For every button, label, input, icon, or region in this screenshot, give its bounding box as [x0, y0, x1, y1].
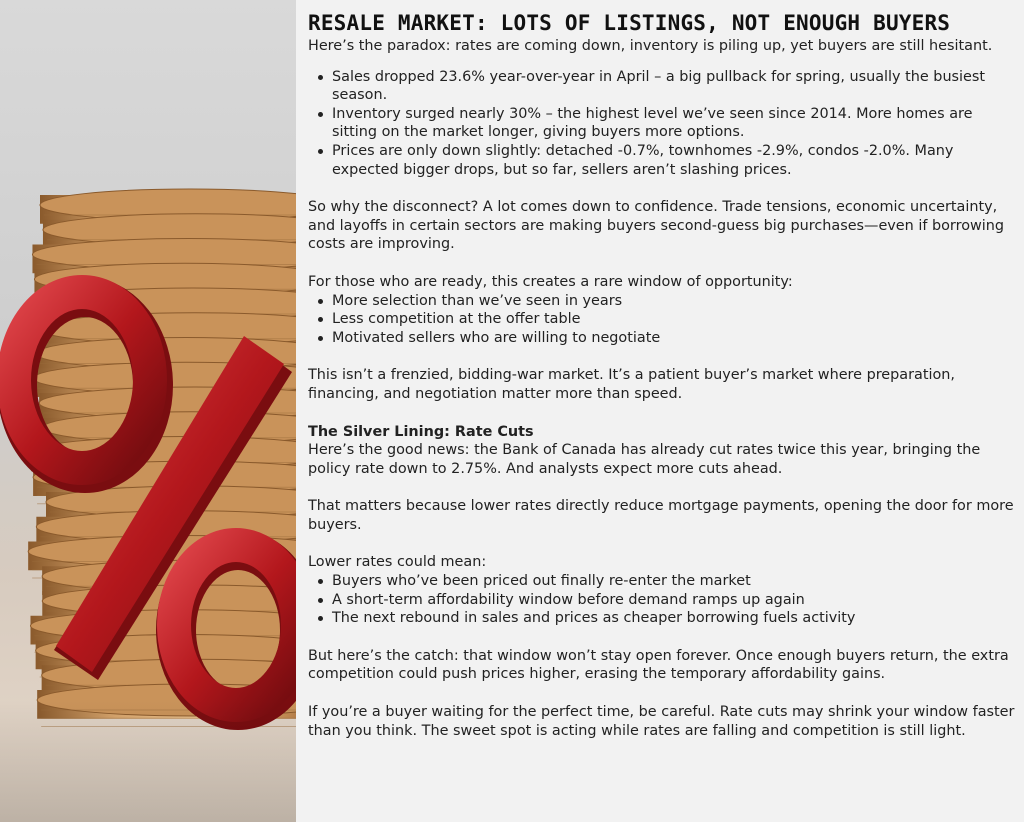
lower-rates-lead: Lower rates could mean: [308, 554, 487, 571]
section-heading: The Silver Lining: Rate Cuts [308, 423, 534, 440]
list-item: Less competition at the offer table [332, 310, 1016, 329]
patient-paragraph: This isn’t a frenzied, bidding-war market. It’s a patient buyer’s market where preparation, financing, and negotiation matter more than speed. [308, 367, 955, 402]
list-item: A short-term affordability window before demand ramps up again [332, 591, 1016, 610]
list-item: More selection than we’ve seen in years [332, 292, 1016, 311]
catch-paragraph: But here’s the catch: that window won’t stay open forever. Once enough buyers return, the extra competition could push prices higher, erasing the temporary affordability gains. [308, 647, 1009, 683]
closing-paragraph: If you’re a buyer waiting for the perfect time, be careful. Rate cuts may shrink your window faster than you think. The sweet spot is acting while rates are falling and competition is still light. [308, 704, 1015, 739]
coin-stack-image [0, 0, 296, 822]
opportunities-list [308, 292, 1016, 348]
list-item: Prices are only down slightly: detached -0.7%, townhomes -2.9%, condos -2.0%. Many expected bigger drops, but so far, sellers aren’t slashing prices. [332, 142, 1016, 179]
opportunity-lead: For those who are ready, this creates a rare window of opportunity: [308, 273, 793, 290]
intro-paragraph: Here’s the paradox: rates are coming down, inventory is piling up, yet buyers are still hesitant. [308, 38, 993, 54]
list-item: The next rebound in sales and prices as cheaper borrowing fuels activity [332, 609, 1016, 628]
lower-rates-list [308, 572, 1016, 628]
list-item: Buyers who’ve been priced out finally re-enter the market [332, 572, 1016, 591]
disconnect-paragraph: So why the disconnect? A lot comes down to confidence. Trade tensions, economic uncertainty, and layoffs in certain sectors are making buyers second-guess big purchases—even if borrowing costs are improving. [308, 199, 1005, 253]
coins-percent-illustration [0, 0, 296, 822]
stats-list [308, 68, 1016, 180]
list-item: Motivated sellers who are willing to negotiate [332, 329, 1016, 348]
article [296, 0, 1024, 822]
list-item: Sales dropped 23.6% year-over-year in April – a big pullback for spring, usually the busiest season. [332, 68, 1016, 105]
silver-paragraph: Here’s the good news: the Bank of Canada has already cut rates twice this year, bringing the policy rate down to 2.75%. And analysts expect more cuts ahead. [308, 442, 981, 477]
matters-paragraph: That matters because lower rates directly reduce mortgage payments, opening the door for more buyers. [308, 498, 1014, 533]
article-title: RESALE MARKET: LOTS OF LISTINGS, NOT ENOUGH BUYERS [308, 11, 951, 35]
list-item: Inventory surged nearly 30% – the highest level we’ve seen since 2014. More homes are sitting on the market longer, giving buyers more options. [332, 105, 1016, 142]
